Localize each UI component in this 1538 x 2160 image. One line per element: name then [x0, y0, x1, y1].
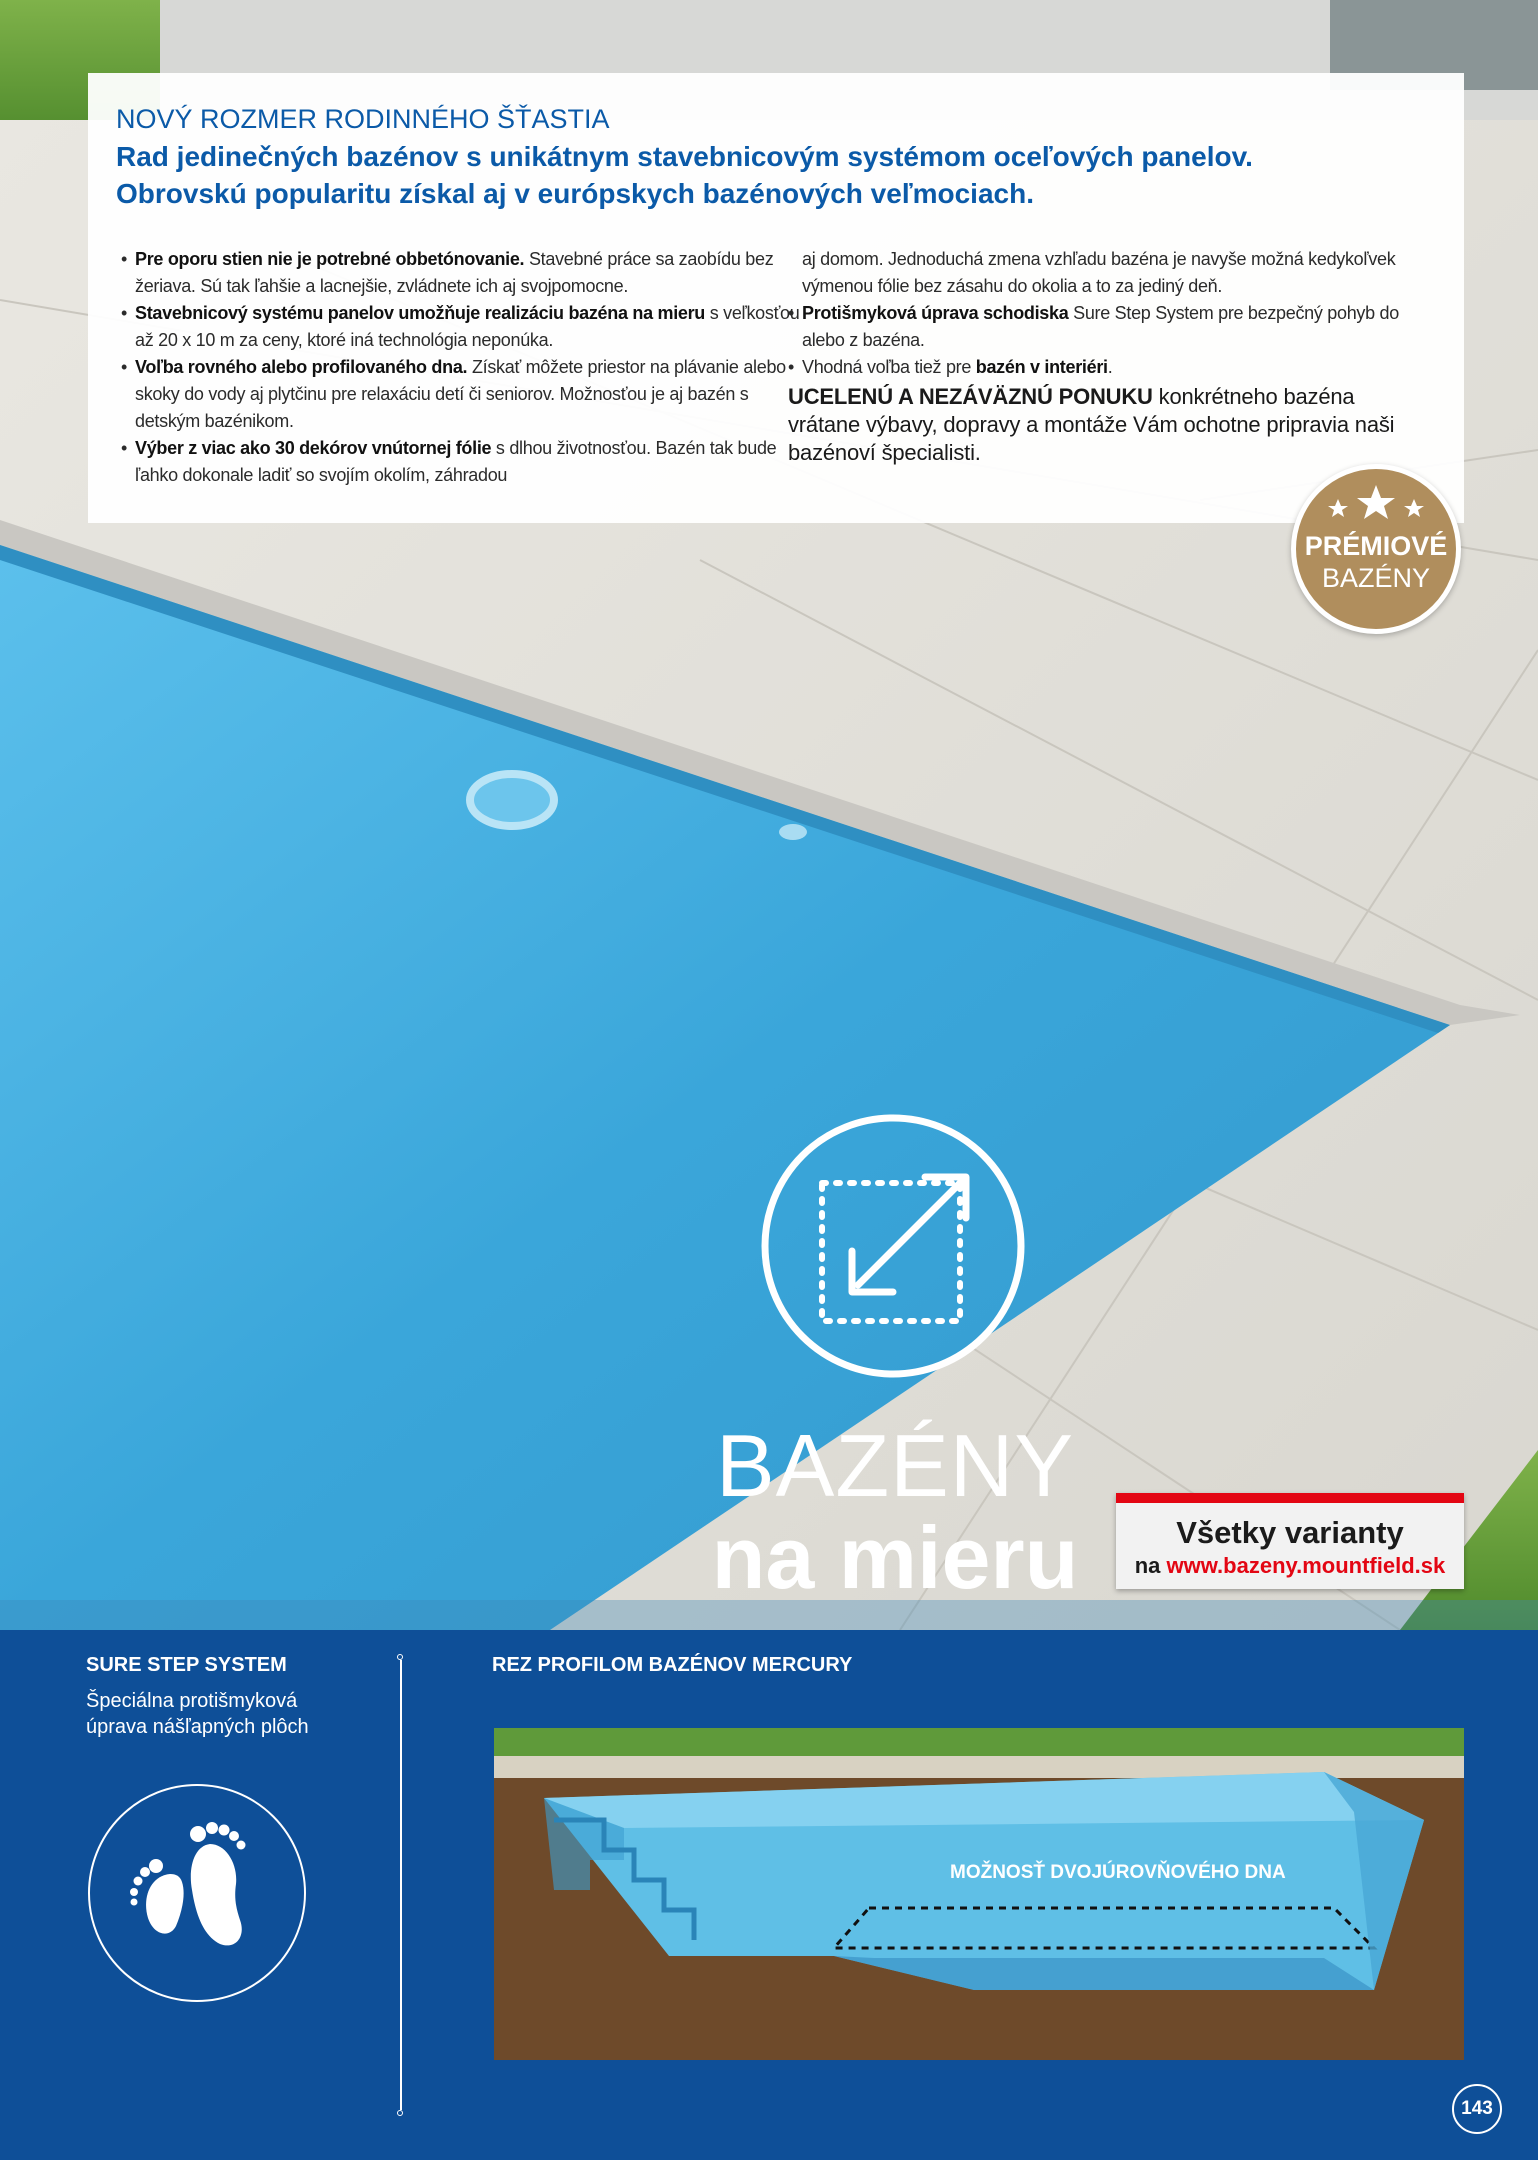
heading-line-1: NOVÝ ROZMER RODINNÉHO ŠŤASTIA [116, 104, 610, 134]
left-column [121, 246, 816, 489]
hero-title [640, 1416, 1150, 1607]
bottom-section [0, 1630, 1538, 2160]
variants-title: Všetky varianty [1176, 1515, 1404, 1550]
right-column [788, 246, 1428, 467]
badge-line-2: BAZÉNY [1321, 563, 1431, 593]
variants-link[interactable]: na www.bazeny.mountfield.sk [1134, 1553, 1446, 1578]
resize-diagonal-icon [760, 1113, 1026, 1379]
hero-title-line-1: BAZÉNY [715, 1416, 1075, 1515]
premium-badge [1291, 464, 1461, 634]
panel-heading [116, 101, 1436, 212]
heading-line-2: Rad jedinečných bazénov s unikátnym stavebnicovým systémom oceľových panelov. [116, 141, 1253, 172]
bullet-item: • Pre oporu stien nie je potrebné obbetónovanie. Stavebné práce sa zaobídu bez žeriava. Sú tak ľahšie a lacnejšie, zvládnete ich aj svojpomocne. [121, 246, 816, 300]
accent-bar [1116, 1493, 1464, 1503]
profile-title: REZ PROFILOM BAZÉNOV MERCURY [492, 1654, 853, 1676]
section-divider [400, 1660, 402, 2110]
stars-icon [1296, 483, 1456, 523]
bullet-item: • Voľba rovného alebo profilovaného dna. Získať môžete priestor na plávanie alebo skoky do vody aj plytčinu pre relaxáciu detí či seniorov. Možnosťou je aj bazén s detským bazénikom. [121, 354, 816, 435]
bullet-item: • Výber z viac ako 30 dekórov vnútornej fólie s dlhou životnosťou. Bazén tak bude ľahko dokonale ladiť so svojím okolím, záhradou [121, 435, 816, 489]
sure-step-title: SURE STEP SYSTEM [86, 1654, 287, 1676]
double-floor-label: MOŽNOSŤ DVOJÚROVŇOVÉHO DNA [950, 1862, 1286, 1883]
bullet-item: • Stavebnicový systému panelov umožňuje realizáciu bazéna na mieru s veľkosťou až 20 x 10 m za ceny, ktoré iná technológia neponúka. [121, 300, 816, 354]
sure-step-subtitle: Špeciálna protišmyková úprava nášľapných plôch [86, 1690, 309, 1738]
website-link[interactable]: www.bazeny.mountfield.sk [1166, 1553, 1446, 1578]
variants-box[interactable] [1116, 1493, 1464, 1589]
badge-line-1: PRÉMIOVÉ [1304, 531, 1448, 561]
heading-line-3: Obrovskú popularitu získal aj v európskych bazénových veľmociach. [116, 178, 1034, 209]
footprints-icon [88, 1784, 306, 2002]
bullet-item: • Vhodná voľba tiež pre bazén v interiéri. [788, 354, 1428, 381]
bullet-item: • Protišmyková úprava schodiska Sure Step System pre bezpečný pohyb do alebo z bazéna. [788, 300, 1428, 354]
page-number: 143 [1452, 2084, 1502, 2134]
hero-title-line-2: na mieru [711, 1508, 1079, 1607]
pool-cross-section-diagram [494, 1728, 1464, 2060]
offer-text: UCELENÚ A NEZÁVÄZNÚ PONUKU konkrétneho bazéna vrátane výbavy, dopravy a montáže Vám ochotne pripravia naši bazénoví špecialisti. [788, 384, 1395, 465]
info-panel [88, 73, 1464, 523]
bullet-continuation: aj domom. Jednoduchá zmena vzhľadu bazéna je navyše možná kedykoľvek výmenou fólie bez zásahu do okolia a to za jediný deň. [802, 249, 1396, 296]
